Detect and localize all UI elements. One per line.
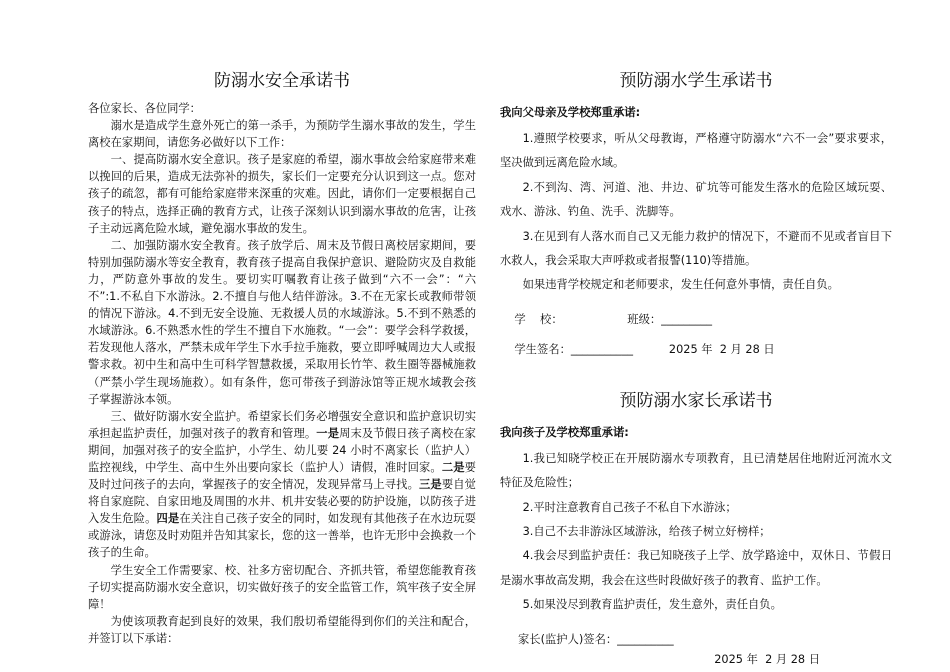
parent-sign-row — [500, 630, 892, 650]
letter-paragraph-4: 学生安全工作需要家、校、社多方密切配合、齐抓共管，希望您能教育孩子切实提高防溺水安全意识，切实做好孩子的安全监管工作，筑牢孩子安全屏障！ — [88, 563, 476, 611]
parent-signature-field[interactable]: 家长(监护人)签名：__________ — [517, 632, 674, 646]
school-label: 学 校： — [514, 312, 563, 326]
parent-pledge-item-4: 4.我会尽到监护责任：我已知晓孩子上学、放学路途中，双休日、节假日是溺水事故高发期，我会在这些时段做好孩子的教育、监护工作。 — [500, 549, 892, 587]
student-pledge-item-4: 如果违背学校规定和老师要求，发生任何意外事情，责任自负。 — [522, 278, 839, 292]
class-field[interactable]: 班级：_________ — [627, 312, 713, 326]
student-sign-row — [500, 340, 892, 360]
student-pledge-item-2: 2.不到沟、湾、河道、池、井边、矿坑等可能发生落水的危险区域玩耍、戏水、游泳、钓鱼、洗手、洗脚等。 — [500, 180, 892, 219]
parent-pledge-title: 预防溺水家长承诺书 — [619, 390, 773, 411]
student-pledge-item-3: 3.在见到有人落水而自己又无能力救护的情况下，不避而不见或者盲目下水救人，我会采取大声呼救或者报警(110)等措施。 — [500, 229, 892, 268]
p3-point-1: 一是 — [316, 426, 340, 440]
letter-paragraph-5: 为使该项教育起到良好的效果，我们殷切希望能得到你们的关注和配合，并签订以下承诺： — [88, 614, 476, 645]
letter-greeting: 各位家长、各位同学： — [88, 102, 201, 115]
student-pledge-heading: 我向父母亲及学校郑重承诺: — [500, 106, 641, 119]
parent-date: 2025 年 2 月 28 日 — [714, 652, 820, 666]
parent-pledge-item-3: 3.自己不去非游泳区域游泳，给孩子树立好榜样； — [522, 525, 771, 539]
student-pledge-item-1: 1.遵照学校要求，听从父母教诲，严格遵守防溺水“六不一会”要求要求，坚决做到远离危险水域。 — [500, 132, 892, 170]
parent-pledge-item-1: 1.我已知晓学校正在开展防溺水专项教育，且已清楚居住地附近河流水文特征及危险性； — [500, 451, 892, 490]
p3-point-3: 三是 — [419, 478, 442, 492]
student-school-row — [500, 310, 892, 330]
letter-intro: 溺水是造成学生意外死亡的第一杀手，为预防学生溺水事故的发生，学生离校在家期间，请您务必做好以下工作： — [88, 119, 476, 150]
p3-point-2: 二是 — [441, 460, 465, 474]
parent-pledge-heading: 我向孩子及学校郑重承诺: — [500, 425, 629, 439]
p3-text-e: 要自觉将自家庭院、自家田地及周围的水井、机井安装必要的防护设施，以防孩子进入发生危险。 — [88, 478, 476, 526]
student-signature-field[interactable]: 学生签名：___________ — [514, 342, 633, 356]
letter-paragraph-3 — [88, 408, 476, 562]
parent-pledge-item-2: 2.平时注意教育自己孩子不私自下水游泳； — [522, 500, 737, 514]
p3-text-c: 周末及节假日孩子离校在家期间，加强对孩子的安全监护，小学生、幼儿要 24 小时不离家长（监护人）监控视线，中学生、高中生外出要向家长（监护人）请假，准时回家。 — [88, 426, 476, 474]
parent-pledge-item-5: 5.如果没尽到教育监护责任，发生意外，责任自负。 — [522, 598, 782, 612]
p3-text-a: 三、做好防溺水安全监护。希望家长们务必增强安全意识和监护意识切实承担起监护责任，加强对孩子的教育和管理。 — [88, 409, 476, 440]
p3-point-4: 四是 — [156, 512, 180, 526]
student-pledge-title: 预防溺水学生承诺书 — [619, 71, 773, 91]
letter-paragraph-1: 一、提高防溺水安全意识。孩子是家庭的希望，溺水事故会给家庭带来难以挽回的后果，造成无法弥补的损失，家长们一定要充分认识到这一点。您对孩子的疏忽，都有可能给家庭带来深重的灾难。因此，请你们一定要根据自己孩子的特点，选择正确的教育方式，让孩子深刻认识到溺水事故的危害，让孩子主动远离危险水域，避免溺水事故的发生。 — [88, 153, 476, 235]
safety-letter-column — [88, 0, 476, 647]
p3-text-f: 在关注自己孩子安全的同时，如发现有其他孩子在水边玩耍或游泳，请您及时劝阻并告知其家长，您的这一善举，也许无形中会换救一个孩子的生命。 — [88, 512, 476, 560]
letter-paragraph-2: 二、加强防溺水安全教育。孩子放学后、周末及节假日离校居家期间，要特别加强防溺水等安全教育，教育孩子提高自我保护意识、避险防灾及自救能力，严防意外事故的发生。要切实叮嘱教育让孩子做到“六不一会”：“六不”:1.不私自下水游泳。2.不擅自与他人结伴游泳。3.不在无家长或教师带领的情况下游泳。4.不到无安全设施、无救援人员的水域游泳。5.不到不熟悉的水域游泳。6.不熟悉水性的学生不擅自下水施救。“一会”：要学会科学救援，若发现他人落水，严禁未成年学生下水手拉手施救，要立即呼喊周边大人或报警求救。初中生和高中生可科学智慧救援，采取用长竹竿、救生圈等器械施救（严禁小学生现场施救）。如有条件，您可带孩子到游泳馆等正规水域教会孩子掌握游泳本领。 — [88, 238, 476, 406]
student-date: 2025 年 2 月 28 日 — [668, 342, 775, 356]
p3-text-d: 要及时过问孩子的去向，掌握孩子的安全情况，发现异常马上寻找。 — [88, 460, 476, 492]
pledge-column — [500, 0, 892, 670]
safety-letter-title: 防溺水安全承诺书 — [214, 71, 350, 91]
